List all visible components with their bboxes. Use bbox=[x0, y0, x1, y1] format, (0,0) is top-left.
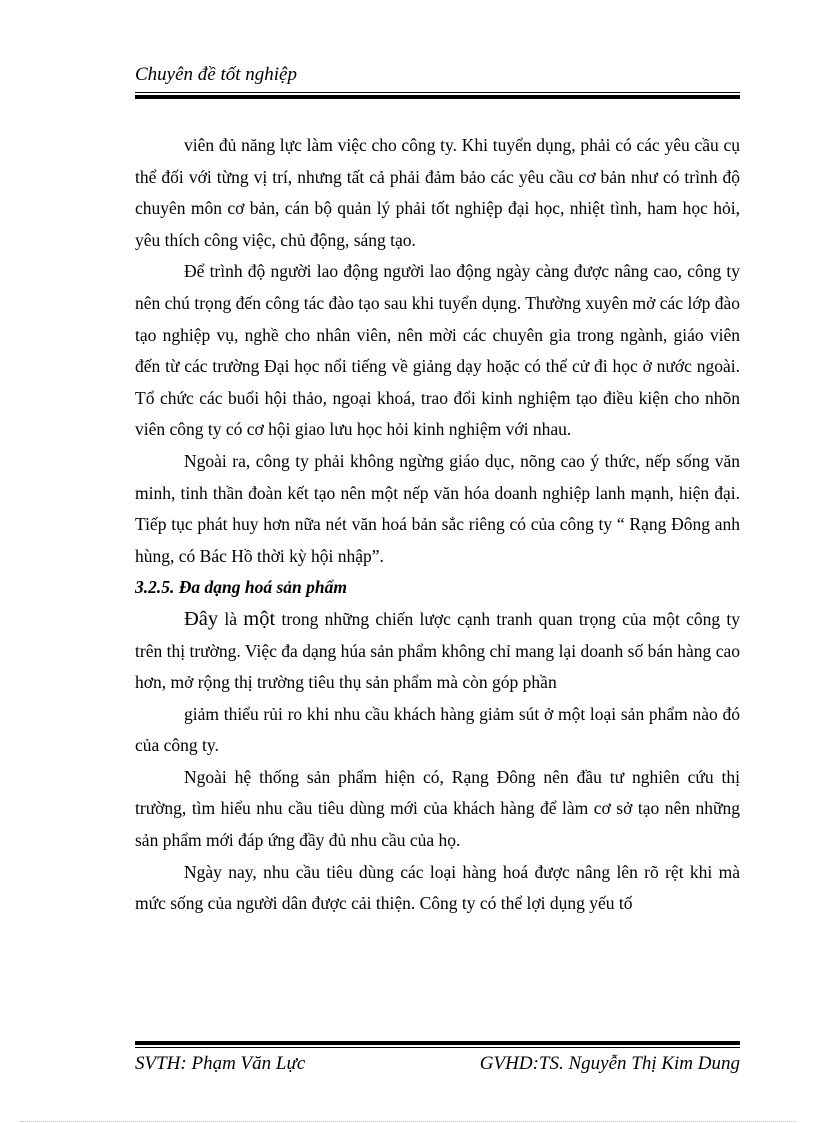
paragraph-4-rest: trong những chiến lược cạnh tranh quan trọng của một công ty trên thị trường. Việc đa dạng húa sản phẩm không chỉ mang lại doanh số bán hàng cao hơn, mở rộng thị trường tiêu thụ sản phẩm mà còn góp phần bbox=[135, 608, 740, 693]
header-rule-thin bbox=[135, 92, 740, 93]
header-rule-thick bbox=[135, 95, 740, 99]
footer-rule-thick bbox=[135, 1041, 740, 1045]
footer-rule-thin bbox=[135, 1047, 740, 1048]
footer-advisor: GVHD:TS. Nguyễn Thị Kim Dung bbox=[479, 1053, 740, 1074]
page-border-dotted bbox=[20, 1121, 796, 1122]
paragraph-2: Để trình độ người lao động người lao động ngày càng được nâng cao, công ty nên chú trọng đến công tác đào tạo sau khi tuyển dụng. Thường xuyên mở các lớp đào tạo nghiệp vụ, nghề cho nhân viên, nên mời các chuyên gia trong ngành, giáo viên đến từ các trường Đại học nổi tiếng về giảng dạy hoặc có thể cử đi học ở nước ngoài. Tổ chức các buổi hội thảo, ngoại khoá, trao đổi kinh nghiệm tạo điều kiện cho nhõn viên công ty có cơ hội giao lưu học hỏi kinh nghiệm với nhau. bbox=[135, 261, 740, 440]
body-text bbox=[135, 130, 740, 920]
paragraph-6: Ngoài hệ thống sản phẩm hiện có, Rạng Đông nên đầu tư nghiên cứu thị trường, tìm hiểu nhu cầu tiêu dùng mới của khách hàng để làm cơ sở tạo nên những sản phẩm mới đáp ứng đầy đủ nhu cầu của họ. bbox=[135, 766, 740, 851]
header-title: Chuyên đề tốt nghiệp bbox=[135, 64, 297, 85]
paragraph-4 bbox=[135, 604, 740, 699]
paragraph-4-mid: là bbox=[218, 608, 244, 629]
paragraph-7: Ngày nay, nhu cầu tiêu dùng các loại hàng hoá được nâng lên rõ rệt khi mà mức sống của người dân được cải thiện. Công ty có thể lợi dụng yếu tố bbox=[135, 861, 740, 914]
paragraph-4-word-1: Đây bbox=[184, 607, 219, 630]
paragraph-4-word-2: một bbox=[243, 607, 276, 630]
paragraph-3: Ngoài ra, công ty phải không ngừng giáo dục, nõng cao ý thức, nếp sống văn minh, tinh thần đoàn kết tạo nên một nếp văn hóa doanh nghiệp lanh mạnh, hiện đại. Tiếp tục phát huy hơn nữa nét văn hoá bản sắc riêng có của công ty “ Rạng Đông anh hùng, có Bác Hồ thời kỳ hội nhập”. bbox=[135, 450, 740, 566]
footer-student: SVTH: Phạm Văn Lực bbox=[135, 1053, 306, 1074]
paragraph-5: giảm thiểu rủi ro khi nhu cầu khách hàng giảm sút ở một loại sản phẩm nào đó của công ty. bbox=[135, 703, 740, 756]
paragraph-1: viên đủ năng lực làm việc cho công ty. Khi tuyển dụng, phải có các yêu cầu cụ thể đối với từng vị trí, nhưng tất cả phải đảm bảo các yêu cầu cơ bản như có trình độ chuyên môn cơ bản, cán bộ quản lý phải tốt nghiệp đại học, nhiệt tình, ham học hỏi, yêu thích công việc, chủ động, sáng tạo. bbox=[135, 135, 740, 250]
section-heading: 3.2.5. Đa dạng hoá sản phẩm bbox=[135, 577, 347, 598]
